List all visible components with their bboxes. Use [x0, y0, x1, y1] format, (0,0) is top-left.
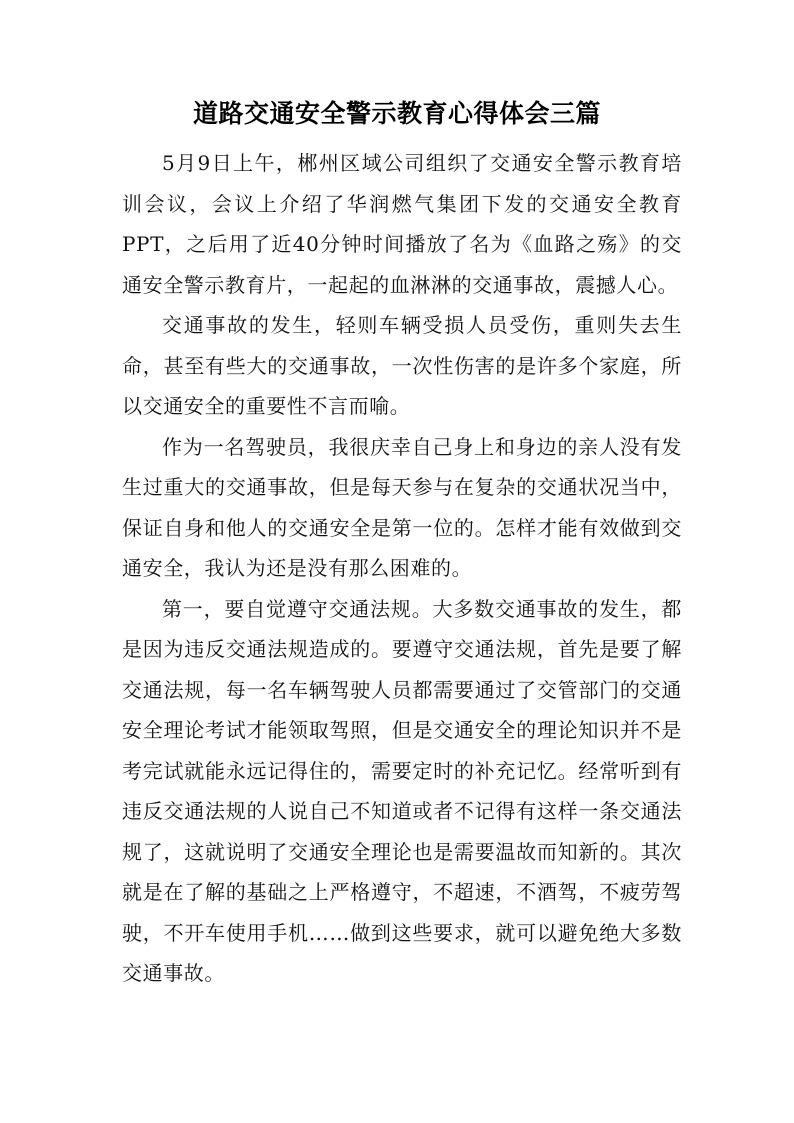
document-body: [122, 143, 682, 994]
paragraph-1: 5月9日上午，郴州区域公司组织了交通安全警示教育培训会议，会议上介绍了华润燃气集团下发的交通安全教育PPT，之后用了近40分钟时间播放了名为《血路之殇》的交通安全警示教育片，一起起的血淋淋的交通事故，震撼人心。: [122, 151, 682, 297]
paragraph-4: 第一，要自觉遵守交通法规。大多数交通事故的发生，都是因为违反交通法规造成的。要遵守交通法规，首先是要了解交通法规，每一名车辆驾驶人员都需要通过了交管部门的交通安全理论考试才能领取驾照，但是交通安全的理论知识并不是考完试就能永远记得住的，需要定时的补充记忆。经常听到有违反交通法规的人说自己不知道或者不记得有这样一条交通法规了，这就说明了交通安全理论也是需要温故而知新的。其次就是在了解的基础之上严格遵守，不超速，不酒驾，不疲劳驾驶，不开车使用手机……做到这些要求，就可以避免绝大多数交通事故。: [122, 596, 682, 985]
document-title: 道路交通安全警示教育心得体会三篇: [192, 99, 601, 128]
paragraph-3: 作为一名驾驶员，我很庆幸自己身上和身边的亲人没有发生过重大的交通事故，但是每天参与在复杂的交通状况当中，保证自身和他人的交通安全是第一位的。怎样才能有效做到交通安全，我认为还是没有那么困难的。: [122, 434, 682, 580]
paragraph-2: 交通事故的发生，轻则车辆受损人员受伤，重则失去生命，甚至有些大的交通事故，一次性伤害的是许多个家庭，所以交通安全的重要性不言而喻。: [122, 313, 682, 418]
